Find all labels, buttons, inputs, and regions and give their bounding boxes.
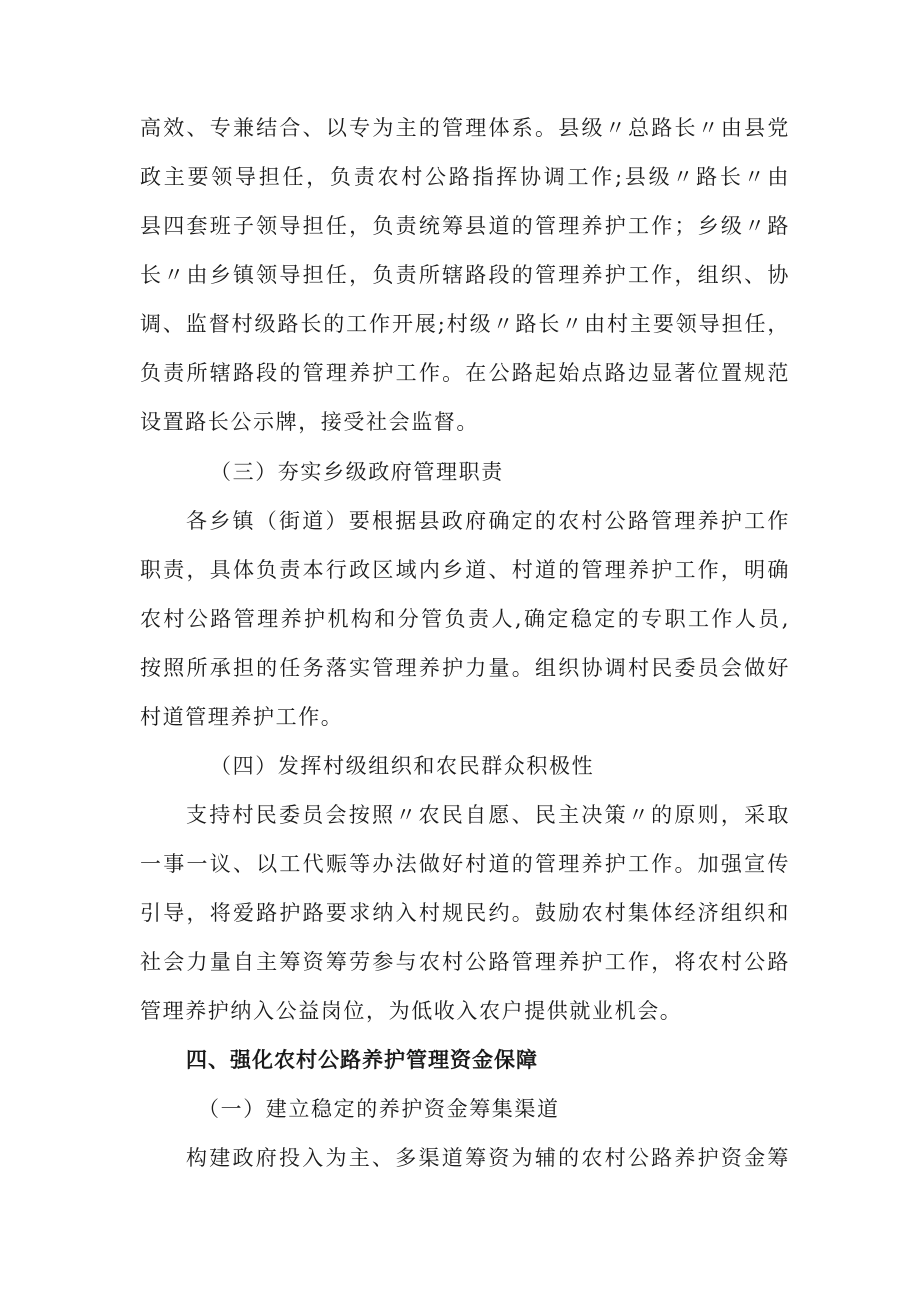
body-text-line: 高效、专兼结合、以专为主的管理体系。县级〃总路长〃由县党 bbox=[140, 116, 790, 140]
body-text-line: 社会力量自主筹资筹劳参与农村公路管理养护工作，将农村公路 bbox=[140, 950, 790, 974]
body-text-line: 构建政府投入为主、多渠道筹资为辅的农村公路养护资金筹 bbox=[186, 1146, 790, 1170]
body-text-line: 负责所辖路段的管理养护工作。在公路起始点路边显著位置规范 bbox=[140, 361, 790, 385]
body-text-line: 引导，将爱路护路要求纳入村规民约。鼓励农村集体经济组织和 bbox=[140, 901, 790, 925]
body-text-line: 政主要领导担任，负责农村公路指挥协调工作;县级〃路长〃由 bbox=[140, 165, 790, 189]
body-text-line: 县四套班子领导担任，负责统筹县道的管理养护工作；乡级〃路 bbox=[140, 214, 790, 238]
body-text-line: 一事一议、以工代赈等办法做好村道的管理养护工作。加强宣传 bbox=[140, 852, 790, 876]
body-text-line: 调、监督村级路长的工作开展;村级〃路长〃由村主要领导担任， bbox=[140, 312, 790, 336]
subsection-heading: （一）建立稳定的养护资金筹集渠道 bbox=[198, 1097, 560, 1121]
body-text-line: 按照所承担的任务落实管理养护力量。组织协调村民委员会做好 bbox=[140, 656, 790, 680]
body-text-line: 支持村民委员会按照〃农民自愿、民主决策〃的原则，采取 bbox=[186, 803, 790, 827]
body-text-line: 职责，具体负责本行政区域内乡道、村道的管理养护工作，明确 bbox=[140, 558, 790, 582]
body-text-line: 长〃由乡镇领导担任，负责所辖路段的管理养护工作，组织、协 bbox=[140, 263, 790, 287]
body-text-line: 各乡镇（街道）要根据县政府确定的农村公路管理养护工作 bbox=[186, 509, 790, 533]
body-text-line: 设置路长公示牌，接受社会监督。 bbox=[140, 410, 479, 434]
subsection-heading: （四）发挥村级组织和农民群众积极性 bbox=[210, 754, 595, 778]
subsection-heading: （三）夯实乡级政府管理职责 bbox=[210, 460, 504, 484]
section-heading: 四、强化农村公路养护管理资金保障 bbox=[186, 1048, 538, 1072]
body-text-line: 管理养护纳入公益岗位，为低收入农户提供就业机会。 bbox=[140, 999, 683, 1023]
body-text-line: 农村公路管理养护机构和分管负责人,确定稳定的专职工作人员, bbox=[140, 607, 790, 631]
body-text-line: 村道管理养护工作。 bbox=[140, 705, 344, 729]
